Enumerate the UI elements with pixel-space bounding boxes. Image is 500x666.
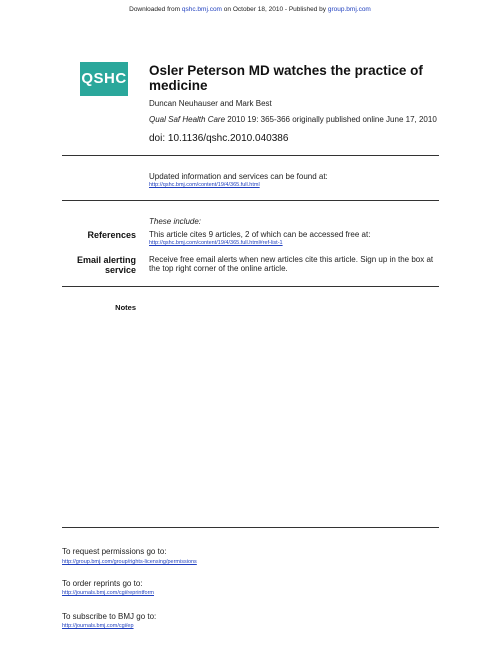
divider <box>62 527 439 528</box>
references-label: References <box>87 230 136 240</box>
article-title: Osler Peterson MD watches the practice of medicine <box>149 63 423 93</box>
download-notice <box>0 6 500 13</box>
subscribe-text: To subscribe to BMJ go to: <box>62 612 157 621</box>
email-alerting-label-line1: Email alerting <box>76 255 136 265</box>
journal-logo: QSHC <box>80 62 128 96</box>
divider <box>62 286 439 287</box>
site-link[interactable]: qshc.bmj.com <box>181 6 222 13</box>
email-alerting-label-line2: service <box>104 265 136 275</box>
download-prefix: Downloaded from <box>129 6 182 13</box>
article-authors: Duncan Neuhauser and Mark Best <box>149 99 272 108</box>
email-alerting-text: Receive free email alerts when new articles cite this article. Sign up in the box at the top right corner of the online article. <box>149 255 434 273</box>
includes-label: These include: <box>149 217 202 226</box>
publisher-link[interactable]: group.bmj.com <box>327 6 371 13</box>
email-alerting-label <box>62 255 136 275</box>
updated-info-link[interactable]: http://qshc.bmj.com/content/19/4/365.full.html <box>149 182 260 188</box>
divider <box>62 200 439 201</box>
references-link[interactable]: http://qshc.bmj.com/content/19/4/365.full.html#ref-list-1 <box>149 240 283 246</box>
permissions-text: To request permissions go to: <box>62 547 167 556</box>
reprints-link[interactable]: http://journals.bmj.com/cgi/reprintform <box>62 590 155 596</box>
subscribe-link[interactable]: http://journals.bmj.com/cgi/ep <box>62 623 134 629</box>
references-text: This article cites 9 articles, 2 of which can be accessed free at: <box>149 230 371 239</box>
updated-info-text: Updated information and services can be found at: <box>149 172 328 181</box>
reprints-text: To order reprints go to: <box>62 579 143 588</box>
divider <box>62 155 439 156</box>
permissions-link[interactable]: http://group.bmj.com/group/rights-licensing/permissions <box>62 559 197 565</box>
article-citation <box>149 115 444 124</box>
journal-name: Qual Saf Health Care <box>149 115 226 124</box>
notes-label: Notes <box>115 303 136 312</box>
article-doi: doi: 10.1136/qshc.2010.040386 <box>149 133 289 144</box>
download-middle: on October 18, 2010 - Published by <box>221 6 328 13</box>
citation-details: 2010 19: 365-366 originally published online June 17, 2010 <box>225 115 437 124</box>
